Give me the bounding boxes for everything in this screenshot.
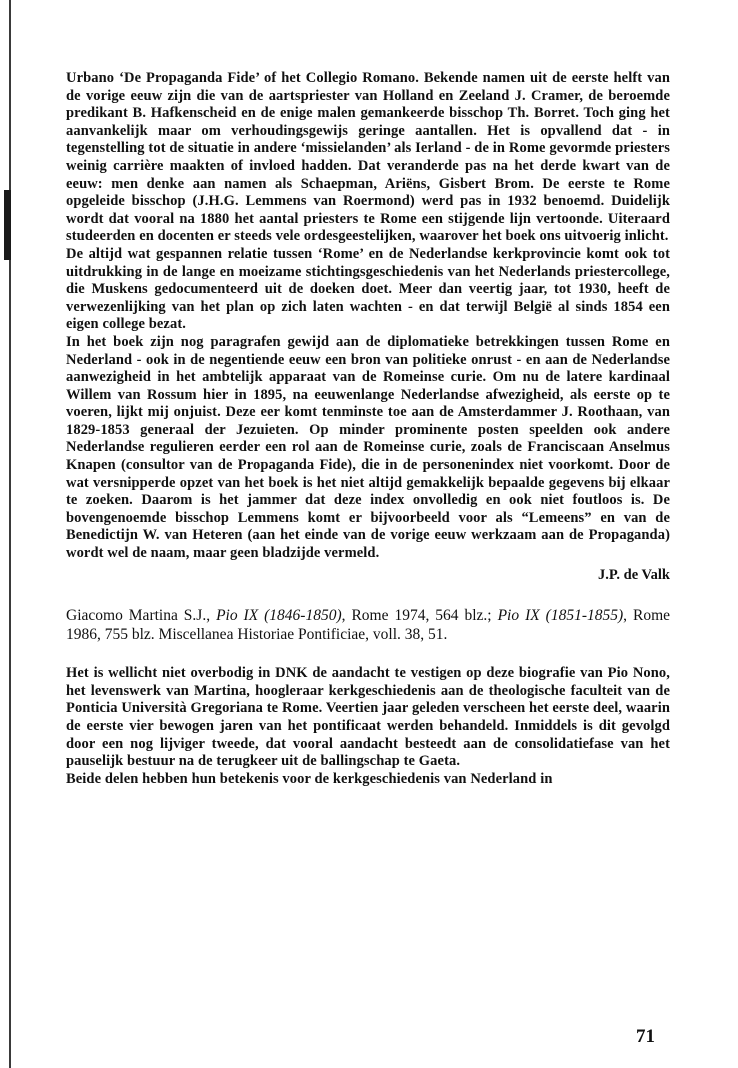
page-content xyxy=(66,70,670,788)
review1-paragraph-3: In het boek zijn nog paragrafen gewijd aan de diplomatieke betrekkingen tussen Rome en Nederland - ook in de negentiende eeuw een bron van politieke onrust - en aan de Nederlandse aanwezigheid in het ambtelijk apparaat van de Romeinse curie. Om nu de latere kardinaal Willem van Rossum hier in 1895, na eeuwenlange Nederlandse afwezigheid, als eerste op te voeren, lijkt mij onjuist. Deze eer komt tenminste toe aan de Amsterdammer J. Roothaan, van 1829-1853 generaal der Jezuieten. Op minder prominente posten speelden ook andere Nederlandse regulieren eerder een rol aan de Romeinse curie, zoals de Franciscaan Anselmus Knapen (consultor van de Propaganda Fide), die in de personenindex niet voorkomt. Door de wat versnipperde opzet van het boek is het niet altijd gemakkelijk bepaalde gegevens bij elkaar te zoeken. Daarom is het jammer dat deze index onvolledig en ook niet foutloos is. De bovengenoemde bisschop Lemmens komt er bijvoorbeeld voor als “Lemeens” en van de Benedictijn W. van Heteren (aan het einde van de vorige eeuw werkzaam aan de Propaganda) wordt wel de naam, maar geen bladzijde vermeld. xyxy=(66,333,670,562)
book-citation xyxy=(66,606,670,644)
page-number: 71 xyxy=(636,1026,655,1047)
scan-edge-mark xyxy=(4,190,11,260)
citation-title-2: Pio IX (1851-1855) xyxy=(497,607,624,625)
citation-publication-2: , Rome 1986, 755 blz. Miscellanea Historiae Pontificiae, voll. 38, 51. xyxy=(66,607,671,644)
review1-paragraph-2: De altijd wat gespannen relatie tussen ‘Rome’ en de Nederlandse kerkprovincie komt ook tot uitdrukking in de lange en moeizame stichtingsgeschiedenis van het Nederlands priestercollege, die Muskens gedocumenteerd uit de doeken doet. Meer dan veertig jaar, tot 1930, heeft de verwezenlijking van het plan op zich laten wachten - en dat terwijl België al sinds 1854 een eigen college bezat. xyxy=(66,245,670,333)
scan-edge-line xyxy=(9,0,11,1068)
citation-title-1: Pio IX (1846-1850) xyxy=(216,607,342,625)
review1-paragraph-1: Urbano ‘De Propaganda Fide’ of het Collegio Romano. Bekende namen uit de eerste helft van de vorige eeuw zijn die van de aartspriester van Holland en Zeeland J. Cramer, de beroemde predikant B. Hafkenscheid en de enige malen gemankeerde bisschop Th. Borret. Toch ging het aanvankelijk maar om verhoudingsgewijs geringe aantallen. Het is opvallend dat - in tegenstelling tot de situatie in andere ‘missielanden’ als Ierland - de in Rome gevormde priesters weinig carrière maakten of invloed hadden. Dat veranderde pas na het derde kwart van de eeuw: men denke aan namen als Schaepman, Ariëns, Gisbert Brom. De eerste te Rome opgeleide bisschop (J.H.G. Lemmens van Roermond) werd pas in 1932 benoemd. Duidelijk wordt dat vooral na 1880 het aantal priesters te Rome een stijgende lijn vertoonde. Uiteraard studeerden en docenten er steeds vele ordesgeestelijken, waarover het boek ons uitvoerig inlicht. xyxy=(66,70,670,245)
review2-paragraph-1: Het is wellicht niet overbodig in DNK de aandacht te vestigen op deze biografie van Pio Nono, het levenswerk van Martina, hoogleraar kerkgeschiedenis aan de theologische faculteit van de Ponticia Università Gregoriana te Rome. Veertien jaar geleden verscheen het eerste deel, waarin de eerste vier bewogen jaren van het pontificaat werden behandeld. Inmiddels is dit gevolgd door een nog lijviger tweede, dat vooral aandacht besteedt aan de consolidatiefase van het pauselijk bestuur na de terugkeer uit de ballingschap te Gaeta. xyxy=(66,665,670,770)
review2-paragraph-2: Beide delen hebben hun betekenis voor de kerkgeschiedenis van Nederland in xyxy=(66,770,553,787)
review-signature: J.P. de Valk xyxy=(598,566,670,583)
citation-author: Giacomo Martina S.J., xyxy=(66,607,211,625)
citation-publication-1: , Rome 1974, 564 blz.; xyxy=(341,607,492,625)
